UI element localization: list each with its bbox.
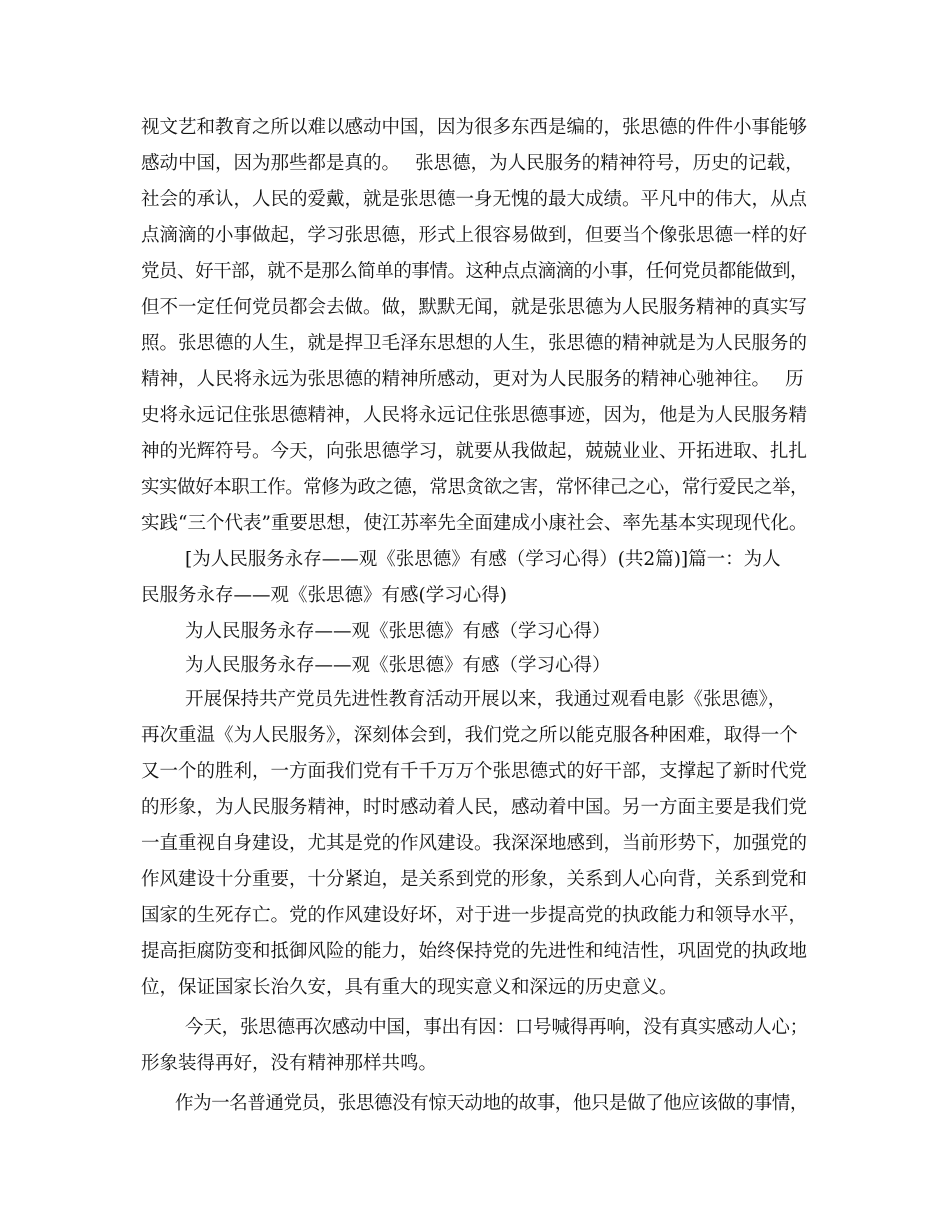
- text-line: 形象装得再好，没有精神那样共鸣。: [141, 1053, 438, 1074]
- text-line: 但不一定任何党员都会去做。做，默默无闻，就是张思德为人民服务精神的真实写: [141, 297, 808, 318]
- text-line: 一直重视自身建设，尤其是党的作风建设。我深深地感到，当前形势下，加强党的: [141, 833, 808, 854]
- text-line: 又一个的胜利，一方面我们党有千千万万个张思德式的好干部，支撑起了新时代党: [141, 761, 808, 782]
- text-line: 实践“三个代表”重要思想，使江苏率先全面建成小康社会、率先基本实现现代化。: [141, 513, 808, 534]
- text-line: [为人民服务永存——观《张思德》有感（学习心得）(共2篇)]篇一：为人: [185, 549, 781, 570]
- text-line: 的形象，为人民服务精神，时时感动着人民，感动着中国。另一方面主要是我们党: [141, 797, 808, 818]
- text-line: 照。张思德的人生，就是捍卫毛泽东思想的人生，张思德的精神就是为人民服务的: [141, 333, 808, 354]
- text-line: 开展保持共产党员先进性教育活动开展以来，我通过观看电影《张思德》，: [185, 689, 787, 710]
- text-line: 实实做好本职工作。常修为政之德，常思贪欲之害，常怀律己之心，常行爱民之举，: [141, 477, 809, 498]
- text-line: 为人民服务永存——观《张思德》有感（学习心得）: [185, 621, 611, 642]
- text-line: 点滴滴的小事做起，学习张思德，形式上很容易做到，但要当个像张思德一样的好: [141, 225, 808, 246]
- text-line: 感动中国，因为那些都是真的。 张思德，为人民服务的精神符号，历史的记载，: [141, 153, 804, 174]
- text-line: 社会的承认，人民的爱戴，就是张思德一身无愧的最大成绩。平凡中的伟大，从点: [141, 189, 808, 210]
- text-line: 精神，人民将永远为张思德的精神所感动，更对为人民服务的精神心驰神往。 历: [141, 369, 804, 390]
- text-line: 提高拒腐防变和抵御风险的能力，始终保持党的先进性和纯洁性，巩固党的执政地: [141, 941, 808, 962]
- text-line: 作风建设十分重要，十分紧迫，是关系到党的形象，关系到人心向背，关系到党和: [141, 869, 808, 890]
- text-line: 为人民服务永存——观《张思德》有感（学习心得）: [185, 655, 611, 676]
- text-line: 作为一名普通党员，张思德没有惊天动地的故事，他只是做了他应该做的事情，: [175, 1093, 808, 1114]
- text-line: 今天，张思德再次感动中国，事出有因：口号喊得再响，没有真实感动人心；: [185, 1017, 808, 1038]
- text-line: 神的光辉符号。今天，向张思德学习，就要从我做起，兢兢业业、开拓进取、扎扎: [141, 441, 808, 462]
- text-line: 党员、好干部，就不是那么简单的事情。这种点点滴滴的小事，任何党员都能做到，: [141, 261, 809, 282]
- text-line: 史将永远记住张思德精神，人民将永远记住张思德事迹，因为，他是为人民服务精: [141, 405, 808, 426]
- text-line: 再次重温《为人民服务》，深刻体会到，我们党之所以能克服各种困难，取得一个: [141, 725, 798, 746]
- text-line: 民服务永存——观《张思德》有感(学习心得): [141, 585, 507, 606]
- text-line: 位，保证国家长治久安，具有重大的现实意义和深远的历史意义。: [141, 977, 678, 998]
- text-line: 国家的生死存亡。党的作风建设好坏，对于进一步提高党的执政能力和领导水平，: [141, 905, 808, 926]
- text-line: 视文艺和教育之所以难以感动中国，因为很多东西是编的，张思德的件件小事能够: [141, 117, 808, 138]
